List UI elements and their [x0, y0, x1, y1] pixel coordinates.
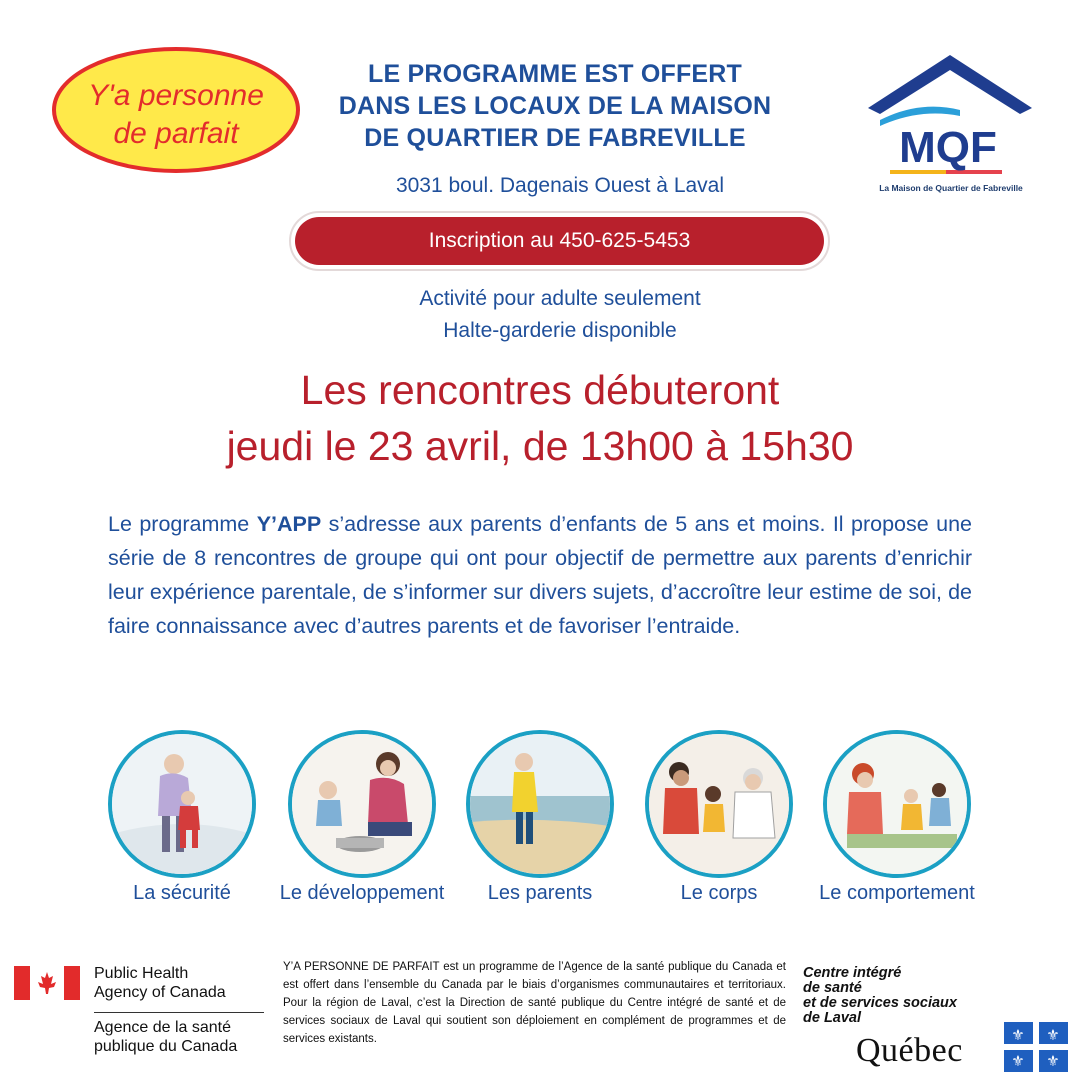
- inscription-banner[interactable]: [289, 211, 830, 271]
- cisss-line3: et de services sociaux: [803, 995, 957, 1011]
- svg-text:⚜: ⚜: [1046, 1026, 1060, 1044]
- program-description: [108, 507, 972, 643]
- date-line-2: jeudi le 23 avril, de 13h00 à 15h30: [226, 423, 854, 469]
- phac-french: [94, 1018, 237, 1056]
- phac-english: [94, 964, 226, 1002]
- phac-divider: [94, 1012, 264, 1013]
- mqf-roof-icon: [868, 55, 1032, 114]
- phac-fr-line1: Agence de la santé: [94, 1019, 231, 1036]
- phac-en-line1: Public Health: [94, 965, 189, 982]
- header-title: [300, 58, 810, 154]
- date-line-1: Les rencontres débuteront: [300, 367, 780, 413]
- mqf-letters: MQF: [899, 123, 997, 172]
- topic-label-comportement: Le comportement: [819, 882, 975, 904]
- cisss-line2: de santé: [803, 980, 862, 996]
- parents-illustration: [466, 730, 614, 878]
- phac-en-line2: Agency of Canada: [94, 984, 226, 1001]
- mqf-logo: [860, 50, 1040, 200]
- header-title-line-2: DANS LES LOCAUX DE LA MAISON: [338, 92, 772, 120]
- corps-illustration: [645, 730, 793, 878]
- topic-label-parents: Les parents: [487, 882, 593, 904]
- svg-text:⚜: ⚜: [1011, 1052, 1025, 1070]
- program-name: Y’APP: [256, 512, 322, 536]
- date-announcement: [80, 362, 1000, 474]
- ypp-logo-line2: de parfait: [113, 117, 239, 150]
- header-title-line-1: LE PROGRAMME EST OFFERT: [367, 60, 743, 88]
- cisss-line4: de Laval: [803, 1010, 862, 1026]
- mqf-caption: La Maison de Quartier de Fabreville: [879, 183, 1023, 193]
- phac-fr-line2: publique du Canada: [94, 1038, 238, 1055]
- topic-developpement: [279, 730, 445, 904]
- address: 3031 boul. Dagenais Ouest à Laval: [395, 174, 725, 197]
- inscription-phone[interactable]: Inscription au 450-625-5453: [295, 217, 824, 265]
- securite-illustration: [108, 730, 256, 878]
- description-rest: s’adresse aux parents d’enfants de 5 ans et moins. Il propose une série de 8 rencontres de groupe qui ont pour objectif de permettre aux parents d’enrichir leur expérience parentale, de s’informer sur divers sujets, d’accroître leur estime de soi, de faire connaissance avec d’autres parents et de favoriser l’entraide.: [108, 512, 972, 638]
- info-adult-only: Activité pour adulte seulement: [419, 287, 701, 310]
- developpement-illustration: [288, 730, 436, 878]
- description-start: Le programme: [108, 512, 257, 536]
- quebec-flag-icon: [1004, 1022, 1068, 1072]
- cisss-name: [803, 966, 1033, 1026]
- activity-info: [300, 283, 820, 347]
- cisss-line1: Centre intégré: [803, 965, 902, 981]
- footer-text: Y’A PERSONNE DE PARFAIT est un programme de l’Agence de la santé publique du Canada et est offert dans l’ensemble du Canada par le biais d’organismes communautaires et territoriaux. Pour la région de Laval, c’est la Direction de santé publique du Centre intégré de santé et de services sociaux de Laval qui soutient son déploiement en complément de programmes et de services existants.: [283, 961, 786, 1045]
- topic-securite: [108, 730, 256, 904]
- ypp-logo-line1: Y'a personne: [88, 79, 264, 112]
- topic-parents: [466, 730, 614, 904]
- topic-label-corps: Le corps: [680, 882, 758, 904]
- comportement-illustration: [823, 730, 971, 878]
- svg-text:⚜: ⚜: [1011, 1026, 1025, 1044]
- svg-text:⚜: ⚜: [1046, 1052, 1060, 1070]
- phac-logo: [14, 962, 264, 1062]
- info-daycare: Halte-garderie disponible: [443, 319, 677, 342]
- ypp-logo: [50, 45, 302, 175]
- topic-comportement: [819, 730, 975, 904]
- quebec-wordmark: Québec: [856, 1032, 963, 1069]
- topic-label-developpement: Le développement: [279, 882, 445, 904]
- header-title-line-3: DE QUARTIER DE FABREVILLE: [364, 124, 746, 152]
- topic-corps: [645, 730, 793, 904]
- canada-flag-icon: [14, 966, 80, 1000]
- topic-label-securite: La sécurité: [133, 882, 231, 904]
